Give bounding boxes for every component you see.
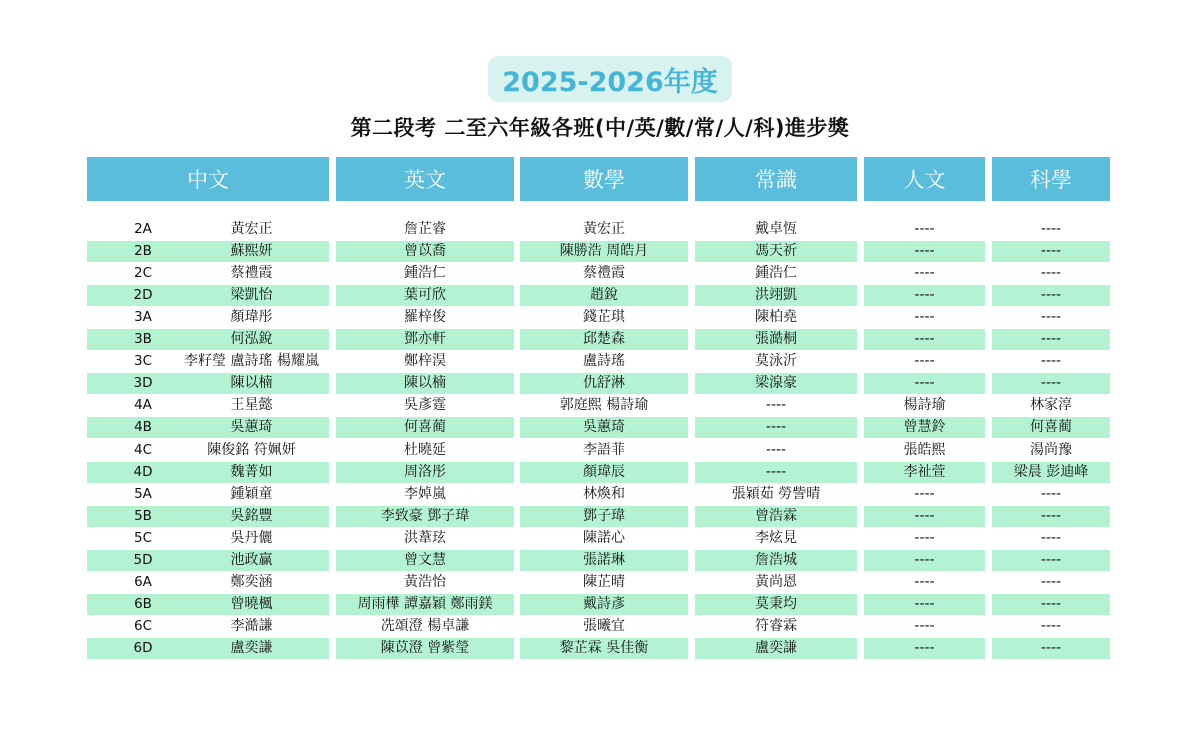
- humanities-cell: ----: [864, 241, 985, 262]
- class-cell: 5A: [134, 485, 152, 502]
- table-row: [0, 263, 1200, 285]
- table-row: [0, 395, 1200, 417]
- general-studies-cell: 張澔桐: [695, 329, 857, 350]
- table-row: [0, 440, 1200, 462]
- humanities-cell: ----: [864, 285, 985, 306]
- humanities-cell: 曾慧鈴: [864, 417, 985, 438]
- general-studies-cell: ----: [765, 441, 787, 458]
- table-row: [0, 417, 1200, 439]
- math-cell: 蔡禮霞: [583, 265, 625, 282]
- class-cell: 2A: [134, 221, 152, 237]
- humanities-cell: ----: [864, 329, 985, 350]
- science-cell: ----: [992, 506, 1110, 527]
- table-row: [0, 219, 1200, 241]
- humanities-cell: ----: [864, 550, 985, 571]
- general-studies-cell: 張穎茹 勞訾晴: [731, 485, 821, 502]
- year-title: 2025-2026年度: [488, 56, 732, 102]
- table-row: [0, 329, 1200, 351]
- math-cell: 趙銳: [520, 285, 688, 306]
- general-studies-cell: 鍾浩仁: [755, 265, 797, 282]
- table-row: [0, 484, 1200, 506]
- math-cell: 盧詩瑤: [583, 353, 625, 370]
- math-cell: 戴詩彥: [520, 594, 688, 615]
- table-row: [0, 616, 1200, 638]
- science-cell: ----: [1040, 265, 1062, 282]
- class-cell: 3C: [133, 353, 152, 370]
- science-cell: ----: [1040, 353, 1062, 370]
- chinese-cell: 何泓銳: [230, 331, 273, 348]
- humanities-cell: 張皓熙: [903, 441, 946, 458]
- science-cell: ----: [992, 550, 1110, 571]
- general-studies-cell: ----: [695, 462, 857, 483]
- english-cell: 何喜蔺: [336, 417, 514, 438]
- english-cell: 李婥嵐: [404, 485, 446, 502]
- science-cell: ----: [1040, 617, 1062, 634]
- english-cell: 冼頌澄 楊卓謙: [380, 617, 470, 634]
- math-cell: 張曦宜: [583, 617, 625, 634]
- science-cell: 林家淳: [1030, 397, 1072, 414]
- english-cell: 葉可欣: [336, 285, 514, 306]
- humanities-cell: ----: [864, 373, 985, 394]
- class-cell: 4D: [133, 463, 153, 480]
- science-cell: ----: [992, 594, 1110, 615]
- science-cell: ----: [992, 638, 1110, 659]
- general-studies-cell: 符睿霖: [755, 617, 797, 634]
- science-cell: ----: [992, 241, 1110, 262]
- class-cell: 3A: [134, 309, 152, 326]
- humanities-cell: ----: [914, 617, 935, 634]
- math-cell: 張諾琳: [520, 550, 688, 571]
- science-cell: ----: [992, 285, 1110, 306]
- table-row: [0, 506, 1200, 528]
- math-cell: 陳諾心: [583, 529, 625, 546]
- class-cell: 3D: [133, 375, 153, 392]
- general-studies-cell: 詹浩城: [695, 550, 857, 571]
- math-cell: 錢芷琪: [583, 309, 625, 326]
- science-cell: ----: [1040, 309, 1062, 326]
- math-cell: 黃宏正: [583, 221, 625, 237]
- general-studies-cell: 梁湶豪: [695, 373, 857, 394]
- english-cell: 曾苡喬: [336, 241, 514, 262]
- table-row: [0, 285, 1200, 307]
- table-row: [0, 241, 1200, 263]
- chinese-cell: 盧奕謙: [230, 639, 273, 656]
- chinese-cell: 吳蕙琦: [230, 419, 273, 436]
- humanities-cell: 李祉萱: [864, 462, 985, 483]
- english-cell: 陳以楠: [336, 373, 514, 394]
- class-cell: 6A: [134, 573, 152, 590]
- humanities-cell: ----: [864, 638, 985, 659]
- english-cell: 鄧亦軒: [336, 329, 514, 350]
- math-cell: 陳芷晴: [583, 573, 625, 590]
- science-cell: 湯尚豫: [1030, 441, 1072, 458]
- table-row: [0, 572, 1200, 594]
- table-row: [0, 594, 1200, 616]
- math-cell: 黎芷霖 吳佳衡: [520, 638, 688, 659]
- chinese-cell: 梁凱怡: [230, 287, 273, 304]
- math-cell: 陳勝浩 周皓月: [520, 241, 688, 262]
- general-studies-cell: 莫泳沂: [755, 353, 797, 370]
- general-studies-cell: 馮天祈: [695, 241, 857, 262]
- humanities-cell: ----: [914, 353, 935, 370]
- english-cell: 周洛彤: [336, 462, 514, 483]
- chinese-cell: 黃宏正: [230, 221, 273, 237]
- chinese-cell: 鍾穎童: [230, 485, 273, 502]
- chinese-cell: 陳俊銘 符姵妍: [207, 441, 296, 458]
- humanities-cell: ----: [914, 265, 935, 282]
- table-row: [0, 351, 1200, 373]
- header-general-studies: 常識: [695, 157, 857, 201]
- header-chinese: 中文: [87, 157, 329, 201]
- header-math: 數學: [520, 157, 688, 201]
- english-cell: 鄭梓淏: [404, 353, 446, 370]
- general-studies-cell: 戴卓恆: [755, 221, 797, 237]
- general-studies-cell: 曾浩霖: [695, 506, 857, 527]
- math-cell: 吳蕙琦: [520, 417, 688, 438]
- general-studies-cell: 李炫見: [755, 529, 797, 546]
- chinese-cell: 池政贏: [230, 551, 273, 568]
- class-cell: 3B: [134, 331, 152, 348]
- table-row: [0, 638, 1200, 660]
- humanities-cell: ----: [864, 594, 985, 615]
- class-cell: 4B: [134, 419, 152, 436]
- humanities-cell: ----: [864, 506, 985, 527]
- chinese-cell: 魏菁如: [230, 463, 273, 480]
- table-row: [0, 462, 1200, 484]
- chinese-cell: 顏瑋彤: [230, 309, 273, 326]
- table-row: [0, 550, 1200, 572]
- math-cell: 郭庭熙 楊詩瑜: [559, 397, 649, 414]
- general-studies-cell: 盧奕謙: [695, 638, 857, 659]
- english-cell: 杜曉延: [404, 441, 446, 458]
- class-cell: 5C: [133, 529, 152, 546]
- english-cell: 周雨樺 譚嘉穎 鄭雨鎂: [336, 594, 514, 615]
- general-studies-cell: ----: [695, 417, 857, 438]
- page-subtitle: 第二段考 二至六年級各班(中/英/數/常/人/科)進步獎: [350, 116, 850, 140]
- english-cell: 陳苡澄 曾紫瑩: [336, 638, 514, 659]
- science-cell: ----: [992, 373, 1110, 394]
- chinese-cell: 吳銘豐: [230, 507, 273, 524]
- english-cell: 黃浩怡: [404, 573, 446, 590]
- science-cell: ----: [992, 329, 1110, 350]
- science-cell: ----: [1040, 529, 1062, 546]
- humanities-cell: ----: [914, 309, 935, 326]
- science-cell: 何喜蔺: [992, 417, 1110, 438]
- general-studies-cell: 莫秉均: [695, 594, 857, 615]
- chinese-cell: 蘇熙妍: [230, 243, 273, 260]
- class-cell: 2B: [134, 243, 152, 260]
- math-cell: 李語菲: [583, 441, 625, 458]
- general-studies-cell: ----: [765, 397, 787, 414]
- humanities-cell: ----: [914, 573, 935, 590]
- class-cell: 6C: [133, 617, 152, 634]
- class-cell: 5B: [134, 507, 152, 524]
- math-cell: 仇舒淋: [520, 373, 688, 394]
- math-cell: 顏瑋辰: [520, 462, 688, 483]
- class-cell: 5D: [133, 551, 153, 568]
- class-cell: 6D: [133, 639, 153, 656]
- header-science: 科學: [992, 157, 1110, 201]
- general-studies-cell: 黃尚恩: [755, 573, 797, 590]
- english-cell: 吳彥霆: [404, 397, 446, 414]
- math-cell: 林煥和: [583, 485, 625, 502]
- class-cell: 6B: [134, 595, 152, 612]
- english-cell: 鍾浩仁: [404, 265, 446, 282]
- header-english: 英文: [336, 157, 514, 201]
- science-cell: ----: [1040, 485, 1062, 502]
- chinese-cell: 鄭奕涵: [230, 573, 273, 590]
- chinese-cell: 陳以楠: [230, 375, 273, 392]
- english-cell: 洪葦玹: [404, 529, 446, 546]
- science-cell: ----: [1040, 573, 1062, 590]
- english-cell: 曾文慧: [336, 550, 514, 571]
- table-row: [0, 528, 1200, 550]
- general-studies-cell: 陳柏堯: [755, 309, 797, 326]
- chinese-cell: 吳丹儷: [230, 529, 273, 546]
- humanities-cell: 楊詩瑜: [903, 397, 946, 414]
- humanities-cell: ----: [914, 221, 935, 237]
- chinese-cell: 曾曉楓: [230, 595, 273, 612]
- science-cell: ----: [1040, 221, 1062, 237]
- math-cell: 邱楚森: [520, 329, 688, 350]
- class-cell: 4C: [133, 441, 152, 458]
- class-cell: 2D: [133, 287, 153, 304]
- header-humanities: 人文: [864, 157, 985, 201]
- chinese-cell: 李籽瑩 盧詩瑤 楊耀嵐: [184, 353, 319, 370]
- class-cell: 2C: [133, 265, 152, 282]
- general-studies-cell: 洪翊凱: [695, 285, 857, 306]
- table-row: [0, 307, 1200, 329]
- chinese-cell: 王星懿: [230, 397, 273, 414]
- table-row: [0, 373, 1200, 395]
- english-cell: 詹芷睿: [404, 221, 446, 237]
- english-cell: 李致豪 鄧子瑋: [336, 506, 514, 527]
- class-cell: 4A: [134, 397, 152, 414]
- english-cell: 羅梓俊: [404, 309, 446, 326]
- chinese-cell: 李澔謙: [230, 617, 273, 634]
- math-cell: 鄧子瑋: [520, 506, 688, 527]
- chinese-cell: 蔡禮霞: [230, 265, 273, 282]
- humanities-cell: ----: [914, 485, 935, 502]
- science-cell: 梁晨 彭迪峰: [992, 462, 1110, 483]
- humanities-cell: ----: [914, 529, 935, 546]
